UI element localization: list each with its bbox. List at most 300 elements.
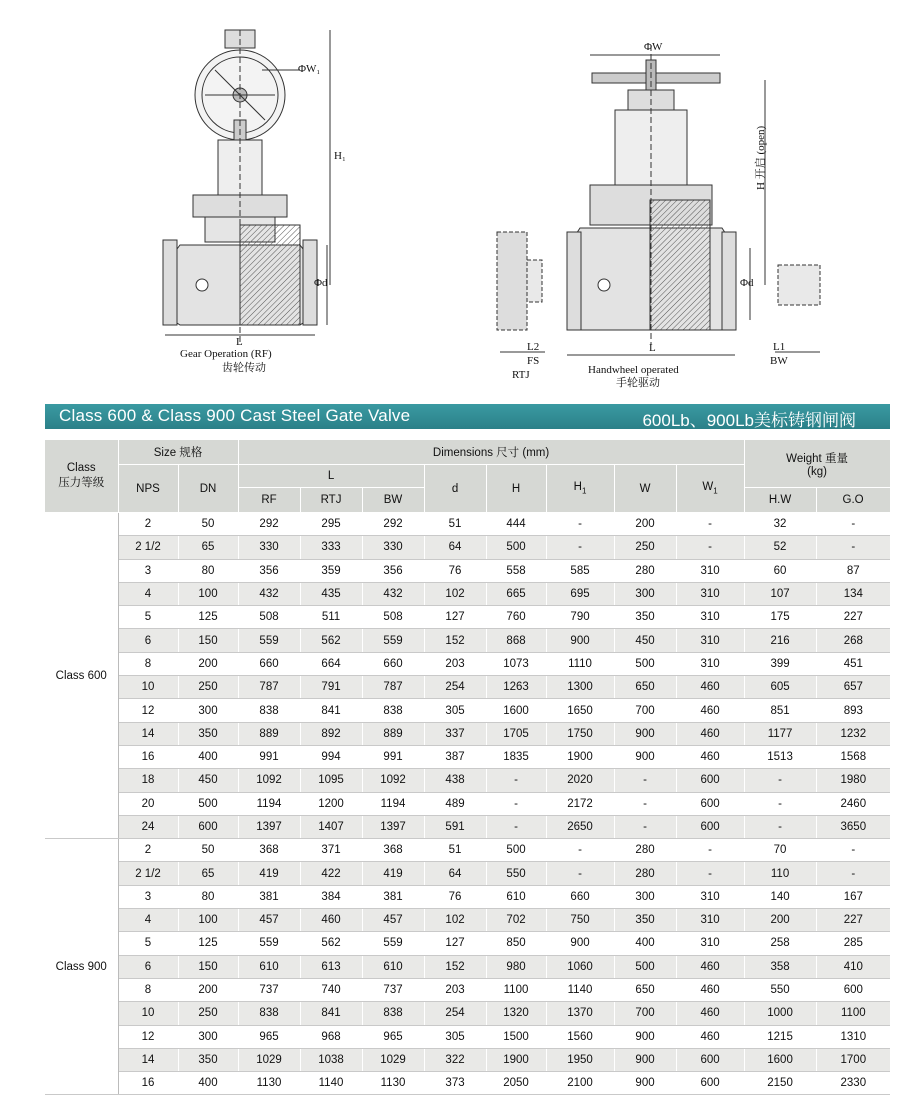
table-cell: 600	[676, 1048, 744, 1071]
table-cell: 600	[676, 1072, 744, 1095]
table-cell: 1900	[486, 1048, 546, 1071]
class-group-label: Class 600	[45, 513, 118, 839]
table-cell: 381	[362, 885, 424, 908]
table-cell: 451	[816, 652, 890, 675]
table-cell: 850	[486, 932, 546, 955]
table-cell: 359	[300, 559, 362, 582]
table-cell: 8	[118, 978, 178, 1001]
table-cell: 559	[362, 629, 424, 652]
table-cell: 438	[424, 769, 486, 792]
table-cell: 457	[238, 909, 300, 932]
table-cell: 892	[300, 722, 362, 745]
table-cell: 900	[546, 629, 614, 652]
valve-drawings	[0, 0, 920, 395]
table-cell: 6	[118, 955, 178, 978]
header-rtj: RTJ	[300, 488, 362, 513]
table-cell: 435	[300, 582, 362, 605]
table-cell: -	[816, 513, 890, 536]
table-cell: 152	[424, 955, 486, 978]
dim-d-label-left: Φd	[314, 277, 328, 289]
table-cell: 600	[178, 815, 238, 838]
header-hw: H.W	[744, 488, 816, 513]
table-cell: 460	[676, 722, 744, 745]
table-cell: 422	[300, 862, 362, 885]
table-cell: 87	[816, 559, 890, 582]
table-row	[45, 699, 890, 722]
table-cell: 5	[118, 932, 178, 955]
table-cell: 350	[178, 1048, 238, 1071]
table-cell: 1140	[300, 1072, 362, 1095]
table-cell: 1370	[546, 1002, 614, 1025]
table-cell: 310	[676, 582, 744, 605]
table-cell: 1700	[816, 1048, 890, 1071]
header-nps: NPS	[118, 465, 178, 513]
table-cell: 660	[362, 652, 424, 675]
table-cell: 900	[546, 932, 614, 955]
table-cell: 460	[676, 745, 744, 768]
header-w1: $W_1$	[676, 465, 744, 513]
table-cell: 310	[676, 909, 744, 932]
table-cell: 12	[118, 1025, 178, 1048]
table-cell: 175	[744, 606, 816, 629]
table-cell: 5	[118, 606, 178, 629]
table-cell: 1263	[486, 676, 546, 699]
table-cell: 3	[118, 885, 178, 908]
table-cell: 900	[614, 1025, 676, 1048]
table-cell: 1300	[546, 676, 614, 699]
table-cell: 2	[118, 513, 178, 536]
table-cell: 790	[546, 606, 614, 629]
table-cell: 991	[238, 745, 300, 768]
table-cell: 310	[676, 559, 744, 582]
table-cell: 419	[362, 862, 424, 885]
header-dn: DN	[178, 465, 238, 513]
table-cell: 868	[486, 629, 546, 652]
table-cell: 650	[614, 676, 676, 699]
table-cell: 64	[424, 536, 486, 559]
table-cell: 76	[424, 559, 486, 582]
table-cell: 841	[300, 1002, 362, 1025]
table-cell: 838	[238, 1002, 300, 1025]
table-cell: 16	[118, 745, 178, 768]
bw-label: BW	[770, 355, 788, 367]
table-cell: 460	[676, 699, 744, 722]
table-cell: 1900	[546, 745, 614, 768]
table-cell: 2050	[486, 1072, 546, 1095]
table-cell: 70	[744, 839, 816, 862]
table-cell: 450	[614, 629, 676, 652]
table-cell: 2330	[816, 1072, 890, 1095]
table-cell: 1320	[486, 1002, 546, 1025]
gear-operation-caption-cn: 齿轮传动	[222, 362, 266, 374]
table-cell: 737	[362, 978, 424, 1001]
table-cell: 310	[676, 932, 744, 955]
spec-table-body	[45, 513, 890, 1095]
table-cell: 387	[424, 745, 486, 768]
table-cell: 457	[362, 909, 424, 932]
table-cell: 310	[676, 885, 744, 908]
table-cell: 1750	[546, 722, 614, 745]
table-row	[45, 839, 890, 862]
table-cell: 460	[676, 955, 744, 978]
table-row	[45, 1072, 890, 1095]
table-cell: 333	[300, 536, 362, 559]
table-cell: 1232	[816, 722, 890, 745]
table-cell: 358	[744, 955, 816, 978]
gear-operated-valve-drawing	[163, 30, 330, 345]
table-cell: 1194	[362, 792, 424, 815]
header-h1: $H_1$	[546, 465, 614, 513]
table-cell: 657	[816, 676, 890, 699]
header-d: d	[424, 465, 486, 513]
table-cell: 4	[118, 582, 178, 605]
table-cell: 968	[300, 1025, 362, 1048]
table-cell: 280	[614, 839, 676, 862]
table-cell: 550	[744, 978, 816, 1001]
dim-h1-label: H₁	[334, 150, 346, 162]
table-cell: 432	[238, 582, 300, 605]
section-title-cn: 600Lb、900Lb美标铸钢闸阀	[642, 411, 856, 430]
table-cell: 1560	[546, 1025, 614, 1048]
table-cell: 610	[486, 885, 546, 908]
table-cell: 650	[614, 978, 676, 1001]
table-cell: 200	[614, 513, 676, 536]
header-class: Class 压力等级	[45, 440, 118, 513]
table-cell: 838	[238, 699, 300, 722]
header-l: L	[238, 465, 424, 488]
table-cell: 330	[238, 536, 300, 559]
table-cell: 16	[118, 1072, 178, 1095]
table-cell: 65	[178, 862, 238, 885]
table-cell: 330	[362, 536, 424, 559]
table-cell: -	[486, 792, 546, 815]
table-cell: 12	[118, 699, 178, 722]
l2-label: L2	[527, 341, 540, 353]
table-cell: 1835	[486, 745, 546, 768]
table-cell: 300	[614, 582, 676, 605]
table-row	[45, 1025, 890, 1048]
table-cell: 1200	[300, 792, 362, 815]
table-cell: 280	[614, 559, 676, 582]
table-cell: 32	[744, 513, 816, 536]
table-cell: 994	[300, 745, 362, 768]
table-cell: 305	[424, 1025, 486, 1048]
table-row	[45, 815, 890, 838]
table-cell: 511	[300, 606, 362, 629]
table-cell: 280	[614, 862, 676, 885]
table-cell: -	[546, 839, 614, 862]
table-cell: 900	[614, 1048, 676, 1071]
handwheel-caption-cn: 手轮驱动	[616, 377, 660, 389]
table-cell: 60	[744, 559, 816, 582]
table-cell: 322	[424, 1048, 486, 1071]
table-cell: 600	[676, 815, 744, 838]
table-cell: 200	[178, 652, 238, 675]
table-cell: 50	[178, 839, 238, 862]
table-cell: 460	[676, 978, 744, 1001]
table-cell: 300	[178, 699, 238, 722]
dim-h-open-label: H 开启 (open)	[755, 125, 767, 190]
table-cell: 1029	[238, 1048, 300, 1071]
table-cell: 700	[614, 1002, 676, 1025]
table-cell: 14	[118, 722, 178, 745]
table-row	[45, 885, 890, 908]
table-row	[45, 513, 890, 536]
rtj-label: RTJ	[512, 369, 530, 381]
section-title-banner	[45, 404, 890, 429]
table-cell: 399	[744, 652, 816, 675]
table-cell: 889	[362, 722, 424, 745]
table-cell: 2 1/2	[118, 536, 178, 559]
table-cell: 167	[816, 885, 890, 908]
table-row	[45, 932, 890, 955]
header-dimensions: Dimensions 尺寸 (mm)	[238, 440, 744, 465]
table-cell: 150	[178, 955, 238, 978]
table-row	[45, 909, 890, 932]
table-cell: 300	[614, 885, 676, 908]
table-cell: 508	[362, 606, 424, 629]
table-row	[45, 559, 890, 582]
table-cell: 1650	[546, 699, 614, 722]
table-cell: -	[546, 513, 614, 536]
table-cell: 1140	[546, 978, 614, 1001]
table-cell: -	[676, 536, 744, 559]
table-cell: 337	[424, 722, 486, 745]
table-cell: 216	[744, 629, 816, 652]
table-row	[45, 676, 890, 699]
table-cell: 851	[744, 699, 816, 722]
table-cell: 2150	[744, 1072, 816, 1095]
table-cell: 1600	[744, 1048, 816, 1071]
dim-w-label: ΦW	[644, 41, 663, 53]
table-cell: 50	[178, 513, 238, 536]
table-cell: 150	[178, 629, 238, 652]
table-cell: -	[676, 513, 744, 536]
table-cell: 1100	[816, 1002, 890, 1025]
table-cell: 787	[362, 676, 424, 699]
table-cell: 373	[424, 1072, 486, 1095]
l1-label: L1	[773, 341, 786, 353]
dim-l-label-right: L	[649, 342, 656, 354]
table-cell: 3650	[816, 815, 890, 838]
header-bw: BW	[362, 488, 424, 513]
table-cell: 1130	[238, 1072, 300, 1095]
table-cell: 102	[424, 582, 486, 605]
table-cell: 258	[744, 932, 816, 955]
dim-l-label-left: L	[236, 336, 243, 348]
table-row	[45, 722, 890, 745]
table-cell: -	[744, 769, 816, 792]
table-cell: 292	[238, 513, 300, 536]
table-cell: 500	[614, 955, 676, 978]
table-cell: 1177	[744, 722, 816, 745]
class-group-label: Class 900	[45, 839, 118, 1095]
table-cell: 400	[178, 745, 238, 768]
table-cell: 368	[238, 839, 300, 862]
table-cell: 900	[614, 1072, 676, 1095]
table-cell: -	[744, 815, 816, 838]
table-cell: 102	[424, 909, 486, 932]
table-cell: 2 1/2	[118, 862, 178, 885]
handwheel-operated-valve-drawing	[497, 45, 820, 355]
table-cell: 559	[238, 629, 300, 652]
table-cell: 605	[744, 676, 816, 699]
table-cell: 791	[300, 676, 362, 699]
table-cell: 991	[362, 745, 424, 768]
table-cell: 1568	[816, 745, 890, 768]
table-cell: 460	[676, 1002, 744, 1025]
table-cell: 250	[178, 676, 238, 699]
table-cell: 2100	[546, 1072, 614, 1095]
table-cell: 1092	[362, 769, 424, 792]
table-cell: 444	[486, 513, 546, 536]
table-cell: 125	[178, 606, 238, 629]
table-cell: 250	[178, 1002, 238, 1025]
table-cell: 52	[744, 536, 816, 559]
table-cell: 838	[362, 699, 424, 722]
table-cell: 51	[424, 513, 486, 536]
table-cell: 900	[614, 722, 676, 745]
table-cell: 1000	[744, 1002, 816, 1025]
table-row	[45, 582, 890, 605]
table-cell: 400	[614, 932, 676, 955]
table-cell: 2	[118, 839, 178, 862]
table-cell: 419	[238, 862, 300, 885]
dim-d-label-right: Φd	[740, 277, 754, 289]
table-cell: 664	[300, 652, 362, 675]
table-cell: 203	[424, 652, 486, 675]
table-cell: 6	[118, 629, 178, 652]
table-row	[45, 745, 890, 768]
table-cell: 292	[362, 513, 424, 536]
table-cell: 300	[178, 1025, 238, 1048]
table-row	[45, 1002, 890, 1025]
table-cell: -	[546, 862, 614, 885]
table-cell: 110	[744, 862, 816, 885]
table-cell: 400	[178, 1072, 238, 1095]
table-cell: 381	[238, 885, 300, 908]
table-cell: 591	[424, 815, 486, 838]
table-cell: 760	[486, 606, 546, 629]
table-cell: 737	[238, 978, 300, 1001]
table-cell: 740	[300, 978, 362, 1001]
table-cell: -	[614, 792, 676, 815]
table-cell: 356	[238, 559, 300, 582]
table-cell: -	[614, 815, 676, 838]
table-cell: 695	[546, 582, 614, 605]
table-cell: 585	[546, 559, 614, 582]
table-cell: 254	[424, 676, 486, 699]
table-cell: 562	[300, 932, 362, 955]
table-cell: 500	[614, 652, 676, 675]
table-cell: 1038	[300, 1048, 362, 1071]
table-cell: 51	[424, 839, 486, 862]
valve-drawings-svg	[0, 0, 920, 395]
table-cell: 893	[816, 699, 890, 722]
table-cell: 980	[486, 955, 546, 978]
table-cell: 450	[178, 769, 238, 792]
handwheel-caption: Handwheel operated	[588, 364, 679, 376]
table-cell: 432	[362, 582, 424, 605]
table-cell: 100	[178, 909, 238, 932]
table-cell: 1073	[486, 652, 546, 675]
table-cell: 203	[424, 978, 486, 1001]
table-cell: 1980	[816, 769, 890, 792]
table-cell: -	[486, 815, 546, 838]
table-cell: 1397	[362, 815, 424, 838]
header-w: W	[614, 465, 676, 513]
table-cell: 310	[676, 652, 744, 675]
table-cell: 1513	[744, 745, 816, 768]
table-cell: 787	[238, 676, 300, 699]
table-cell: 1310	[816, 1025, 890, 1048]
table-cell: 64	[424, 862, 486, 885]
header-weight: Weight 重量 (kg)	[744, 440, 890, 488]
table-cell: 460	[676, 1025, 744, 1048]
table-cell: 268	[816, 629, 890, 652]
table-cell: 24	[118, 815, 178, 838]
table-cell: 350	[614, 909, 676, 932]
table-cell: 1029	[362, 1048, 424, 1071]
table-cell: 200	[744, 909, 816, 932]
table-cell: 559	[362, 932, 424, 955]
table-cell: 660	[546, 885, 614, 908]
table-row	[45, 978, 890, 1001]
table-cell: 227	[816, 909, 890, 932]
table-row	[45, 769, 890, 792]
table-cell: 1095	[300, 769, 362, 792]
table-cell: 14	[118, 1048, 178, 1071]
table-cell: 838	[362, 1002, 424, 1025]
table-cell: 107	[744, 582, 816, 605]
table-cell: 410	[816, 955, 890, 978]
table-cell: 750	[546, 909, 614, 932]
table-cell: 1950	[546, 1048, 614, 1071]
table-cell: 65	[178, 536, 238, 559]
table-cell: 600	[676, 792, 744, 815]
table-cell: 152	[424, 629, 486, 652]
table-cell: 500	[486, 536, 546, 559]
table-cell: 1060	[546, 955, 614, 978]
table-cell: -	[816, 536, 890, 559]
table-cell: 562	[300, 629, 362, 652]
table-cell: -	[546, 536, 614, 559]
table-cell: 665	[486, 582, 546, 605]
table-cell: 371	[300, 839, 362, 862]
table-row	[45, 536, 890, 559]
table-cell: 610	[238, 955, 300, 978]
table-cell: 200	[178, 978, 238, 1001]
gate-valve-spec-table	[45, 440, 891, 1095]
table-cell: 310	[676, 606, 744, 629]
table-cell: 295	[300, 513, 362, 536]
table-cell: -	[816, 862, 890, 885]
table-cell: 4	[118, 909, 178, 932]
table-cell: 841	[300, 699, 362, 722]
table-cell: 140	[744, 885, 816, 908]
table-row	[45, 862, 890, 885]
table-cell: 610	[362, 955, 424, 978]
table-cell: 76	[424, 885, 486, 908]
table-cell: 384	[300, 885, 362, 908]
header-size: Size 规格	[118, 440, 238, 465]
table-cell: 508	[238, 606, 300, 629]
table-cell: 134	[816, 582, 890, 605]
section-title: Class 600 & Class 900 Cast Steel Gate Valve	[59, 406, 411, 425]
table-cell: -	[614, 769, 676, 792]
table-cell: 965	[362, 1025, 424, 1048]
table-cell: -	[486, 769, 546, 792]
